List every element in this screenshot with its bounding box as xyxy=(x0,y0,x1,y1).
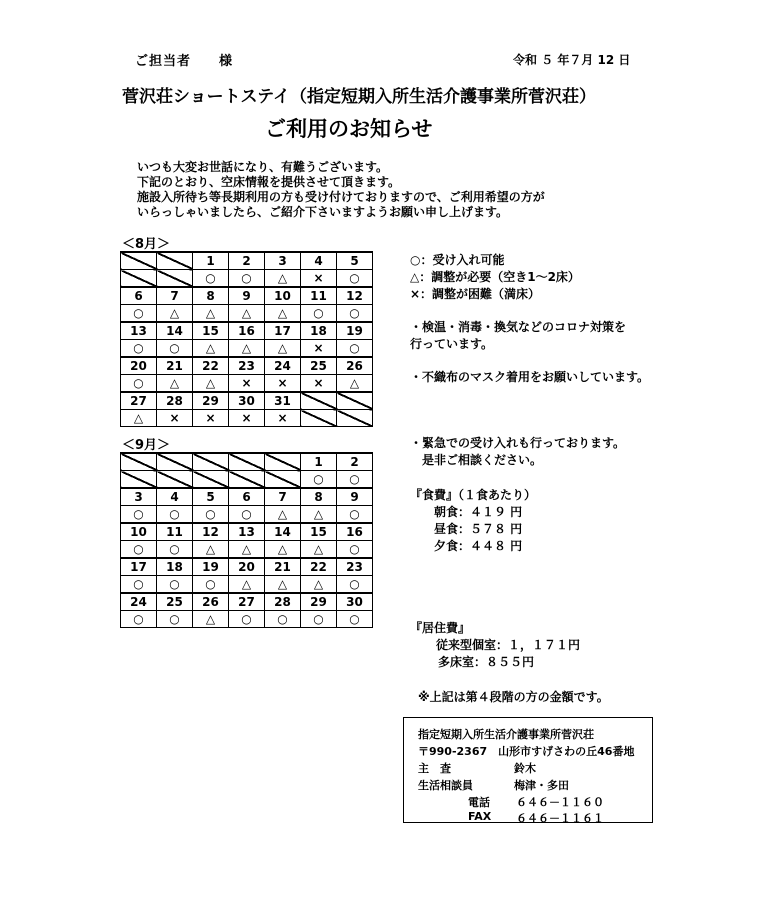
empty-status-cell xyxy=(157,270,193,288)
phone-label: 電話 xyxy=(468,796,490,809)
status-cell: △ xyxy=(301,506,337,524)
date-cell: 13 xyxy=(229,523,265,541)
status-cell: × xyxy=(265,375,301,393)
date-cell: 28 xyxy=(265,593,301,611)
date-cell: 19 xyxy=(337,322,373,340)
status-cell: ○ xyxy=(157,340,193,358)
date-cell: 10 xyxy=(121,523,157,541)
status-cell: × xyxy=(229,375,265,393)
date-cell: 25 xyxy=(301,357,337,375)
status-cell: △ xyxy=(265,270,301,288)
date-row xyxy=(121,392,373,410)
date-cell: 20 xyxy=(121,357,157,375)
phone-number: ６４６－１１６０ xyxy=(516,796,604,809)
intro-text xyxy=(137,160,545,220)
status-cell: △ xyxy=(265,506,301,524)
status-cell: △ xyxy=(265,305,301,323)
intro-line: 施設入所待ち等長期利用の方も受け付けておりますので、ご利用希望の方が xyxy=(137,190,545,204)
status-row xyxy=(121,506,373,524)
status-row xyxy=(121,471,373,489)
empty-status-cell xyxy=(193,471,229,489)
status-cell: ○ xyxy=(337,270,373,288)
manager-label: 主 査 xyxy=(418,762,451,775)
status-cell: △ xyxy=(193,611,229,628)
date-cell: 22 xyxy=(193,357,229,375)
housing-heading: 『居住費』 xyxy=(410,621,471,635)
cost-footnote: ※上記は第４段階の方の金額です。 xyxy=(418,690,609,704)
status-cell: ○ xyxy=(193,576,229,594)
fax-label: FAX xyxy=(468,810,492,823)
date-cell: 1 xyxy=(301,453,337,471)
date-cell: 21 xyxy=(157,357,193,375)
date-row xyxy=(121,252,373,270)
intro-line: 下記のとおり、空床情報を提供させて頂きます。 xyxy=(137,175,401,189)
status-cell: ○ xyxy=(301,305,337,323)
date-cell: 13 xyxy=(121,322,157,340)
status-cell: ○ xyxy=(121,305,157,323)
date-cell: 29 xyxy=(193,392,229,410)
status-cell: ○ xyxy=(337,305,373,323)
legend-adjust: △：調整が必要（空き1～2床） xyxy=(410,270,580,284)
emergency-note xyxy=(410,435,625,469)
date-cell: 15 xyxy=(301,523,337,541)
empty-status-cell xyxy=(337,410,373,427)
empty-date-cell xyxy=(121,453,157,471)
date-row xyxy=(121,357,373,375)
manager-name: 鈴木 xyxy=(514,762,536,775)
status-row xyxy=(121,375,373,393)
date-cell: 24 xyxy=(121,593,157,611)
status-cell: ○ xyxy=(121,340,157,358)
status-cell: △ xyxy=(193,340,229,358)
date-cell: 7 xyxy=(157,287,193,305)
date-cell: 8 xyxy=(301,488,337,506)
september-calendar xyxy=(120,452,373,628)
status-cell: × xyxy=(193,410,229,427)
date-cell: 23 xyxy=(337,558,373,576)
contact-facility: 指定短期入所生活介護事業所菅沢荘 xyxy=(418,728,594,741)
date-cell: 29 xyxy=(301,593,337,611)
recipient: ご担当者 様 xyxy=(135,54,234,69)
date-cell: 17 xyxy=(121,558,157,576)
date-cell: 26 xyxy=(193,593,229,611)
housing-private: 従来型個室：１，１７１円 xyxy=(436,638,581,652)
status-cell: ○ xyxy=(337,541,373,559)
status-cell: ○ xyxy=(301,611,337,628)
status-cell: △ xyxy=(301,541,337,559)
date-cell: 20 xyxy=(229,558,265,576)
empty-status-cell xyxy=(121,471,157,489)
date-row xyxy=(121,558,373,576)
date-cell: 5 xyxy=(337,252,373,270)
status-cell: ○ xyxy=(229,506,265,524)
august-calendar xyxy=(120,251,373,427)
date-cell: 18 xyxy=(157,558,193,576)
date-cell: 30 xyxy=(337,593,373,611)
status-cell: ○ xyxy=(337,576,373,594)
date-row xyxy=(121,287,373,305)
date-cell: 11 xyxy=(157,523,193,541)
date-cell: 3 xyxy=(265,252,301,270)
date-cell: 14 xyxy=(265,523,301,541)
date-cell: 5 xyxy=(193,488,229,506)
covid-note xyxy=(410,319,626,353)
status-cell: △ xyxy=(193,375,229,393)
date-cell: 10 xyxy=(265,287,301,305)
status-cell: ○ xyxy=(121,576,157,594)
status-cell: ○ xyxy=(157,506,193,524)
status-cell: ○ xyxy=(157,541,193,559)
date-cell: 25 xyxy=(157,593,193,611)
fax-number: ６４６－１１６１ xyxy=(516,812,604,825)
status-row xyxy=(121,410,373,427)
meal-heading: 『食費』（１食あたり） xyxy=(410,488,537,502)
issue-date: 令和 ５ 年７月 12 日 xyxy=(513,53,631,67)
status-cell: ○ xyxy=(193,506,229,524)
status-cell: ○ xyxy=(157,576,193,594)
status-cell: △ xyxy=(157,305,193,323)
document-subtitle: ご利用のお知らせ xyxy=(265,117,433,141)
date-row xyxy=(121,523,373,541)
legend-available: ○：受け入れ可能 xyxy=(410,253,505,267)
status-cell: × xyxy=(157,410,193,427)
date-cell: 4 xyxy=(157,488,193,506)
date-cell: 8 xyxy=(193,287,229,305)
empty-date-cell xyxy=(157,252,193,270)
date-cell: 9 xyxy=(229,287,265,305)
contact-address: 〒990-2367 山形市すげさわの丘46番地 xyxy=(418,745,635,758)
status-cell: △ xyxy=(229,305,265,323)
status-row xyxy=(121,576,373,594)
date-cell: 2 xyxy=(337,453,373,471)
date-cell: 6 xyxy=(121,287,157,305)
status-cell: × xyxy=(301,340,337,358)
date-row xyxy=(121,322,373,340)
status-row xyxy=(121,305,373,323)
status-cell: ○ xyxy=(121,611,157,628)
date-cell: 11 xyxy=(301,287,337,305)
meal-dinner: 夕食：４４８ 円 xyxy=(434,539,523,553)
date-cell: 18 xyxy=(301,322,337,340)
status-cell: ○ xyxy=(337,506,373,524)
date-cell: 19 xyxy=(193,558,229,576)
emergency-note-line: ・緊急での受け入れも行っております。 xyxy=(410,436,626,450)
date-cell: 17 xyxy=(265,322,301,340)
date-cell: 12 xyxy=(193,523,229,541)
status-cell: × xyxy=(301,375,337,393)
status-cell: ○ xyxy=(301,471,337,489)
date-cell: 21 xyxy=(265,558,301,576)
emergency-note-line: 是非ご相談ください。 xyxy=(410,453,543,467)
status-cell: △ xyxy=(157,375,193,393)
contact-box xyxy=(403,717,653,823)
status-cell: ○ xyxy=(121,541,157,559)
housing-costs xyxy=(410,620,580,671)
date-cell: 12 xyxy=(337,287,373,305)
status-cell: ○ xyxy=(337,611,373,628)
status-cell: △ xyxy=(121,410,157,427)
date-cell: 23 xyxy=(229,357,265,375)
status-row xyxy=(121,611,373,628)
date-cell: 1 xyxy=(193,252,229,270)
mask-note: ・不織布のマスク着用をお願いしています。 xyxy=(410,370,650,384)
covid-note-line: ・検温・消毒・換気などのコロナ対策を xyxy=(410,320,627,334)
counselor-names: 梅津・多田 xyxy=(514,779,569,792)
status-row xyxy=(121,541,373,559)
status-cell: ○ xyxy=(337,340,373,358)
status-cell: × xyxy=(229,410,265,427)
date-cell: 16 xyxy=(337,523,373,541)
date-row xyxy=(121,488,373,506)
date-row xyxy=(121,453,373,471)
empty-status-cell xyxy=(265,471,301,489)
date-cell: 27 xyxy=(121,392,157,410)
meal-costs xyxy=(410,487,536,555)
counselor-label: 生活相談員 xyxy=(418,779,473,792)
date-cell: 22 xyxy=(301,558,337,576)
status-cell: × xyxy=(265,410,301,427)
status-cell: △ xyxy=(229,576,265,594)
empty-date-cell xyxy=(337,392,373,410)
date-cell: 6 xyxy=(229,488,265,506)
empty-date-cell xyxy=(121,252,157,270)
status-cell: △ xyxy=(301,576,337,594)
date-cell: 27 xyxy=(229,593,265,611)
date-cell: 3 xyxy=(121,488,157,506)
legend-full: ×：調整が困難（満床） xyxy=(410,287,541,301)
date-cell: 4 xyxy=(301,252,337,270)
status-cell: × xyxy=(301,270,337,288)
date-cell: 16 xyxy=(229,322,265,340)
housing-multi: 多床室：８５５円 xyxy=(438,655,535,669)
date-cell: 31 xyxy=(265,392,301,410)
empty-status-cell xyxy=(301,410,337,427)
date-cell: 30 xyxy=(229,392,265,410)
empty-date-cell xyxy=(265,453,301,471)
date-cell: 28 xyxy=(157,392,193,410)
empty-date-cell xyxy=(301,392,337,410)
date-cell: 15 xyxy=(193,322,229,340)
status-cell: △ xyxy=(193,305,229,323)
empty-status-cell xyxy=(121,270,157,288)
status-cell: ○ xyxy=(121,375,157,393)
covid-note-line: 行っています。 xyxy=(410,337,494,351)
august-label: ＜8月＞ xyxy=(122,237,171,252)
legend xyxy=(410,252,580,303)
date-cell: 14 xyxy=(157,322,193,340)
empty-date-cell xyxy=(229,453,265,471)
date-cell: 26 xyxy=(337,357,373,375)
status-cell: ○ xyxy=(337,471,373,489)
date-cell: 2 xyxy=(229,252,265,270)
empty-status-cell xyxy=(229,471,265,489)
status-cell: ○ xyxy=(229,270,265,288)
status-cell: △ xyxy=(229,340,265,358)
intro-line: いらっしゃいましたら、ご紹介下さいますようお願い申し上げます。 xyxy=(137,205,509,219)
status-row xyxy=(121,270,373,288)
empty-date-cell xyxy=(193,453,229,471)
meal-lunch: 昼食：５７８ 円 xyxy=(434,522,523,536)
status-cell: ○ xyxy=(265,611,301,628)
status-cell: △ xyxy=(265,541,301,559)
status-cell: △ xyxy=(229,541,265,559)
status-cell: ○ xyxy=(193,270,229,288)
empty-date-cell xyxy=(157,453,193,471)
meal-breakfast: 朝食：４１９ 円 xyxy=(434,505,523,519)
empty-status-cell xyxy=(157,471,193,489)
date-cell: 7 xyxy=(265,488,301,506)
september-label: ＜9月＞ xyxy=(122,438,171,453)
date-cell: 9 xyxy=(337,488,373,506)
status-row xyxy=(121,340,373,358)
status-cell: △ xyxy=(265,576,301,594)
status-cell: ○ xyxy=(121,506,157,524)
status-cell: ○ xyxy=(229,611,265,628)
status-cell: ○ xyxy=(157,611,193,628)
status-cell: △ xyxy=(337,375,373,393)
status-cell: △ xyxy=(265,340,301,358)
intro-line: いつも大変お世話になり、有難うございます。 xyxy=(137,160,389,174)
status-cell: △ xyxy=(193,541,229,559)
document-title: 菅沢荘ショートステイ（指定短期入所生活介護事業所菅沢荘） xyxy=(122,87,596,107)
date-row xyxy=(121,593,373,611)
date-cell: 24 xyxy=(265,357,301,375)
